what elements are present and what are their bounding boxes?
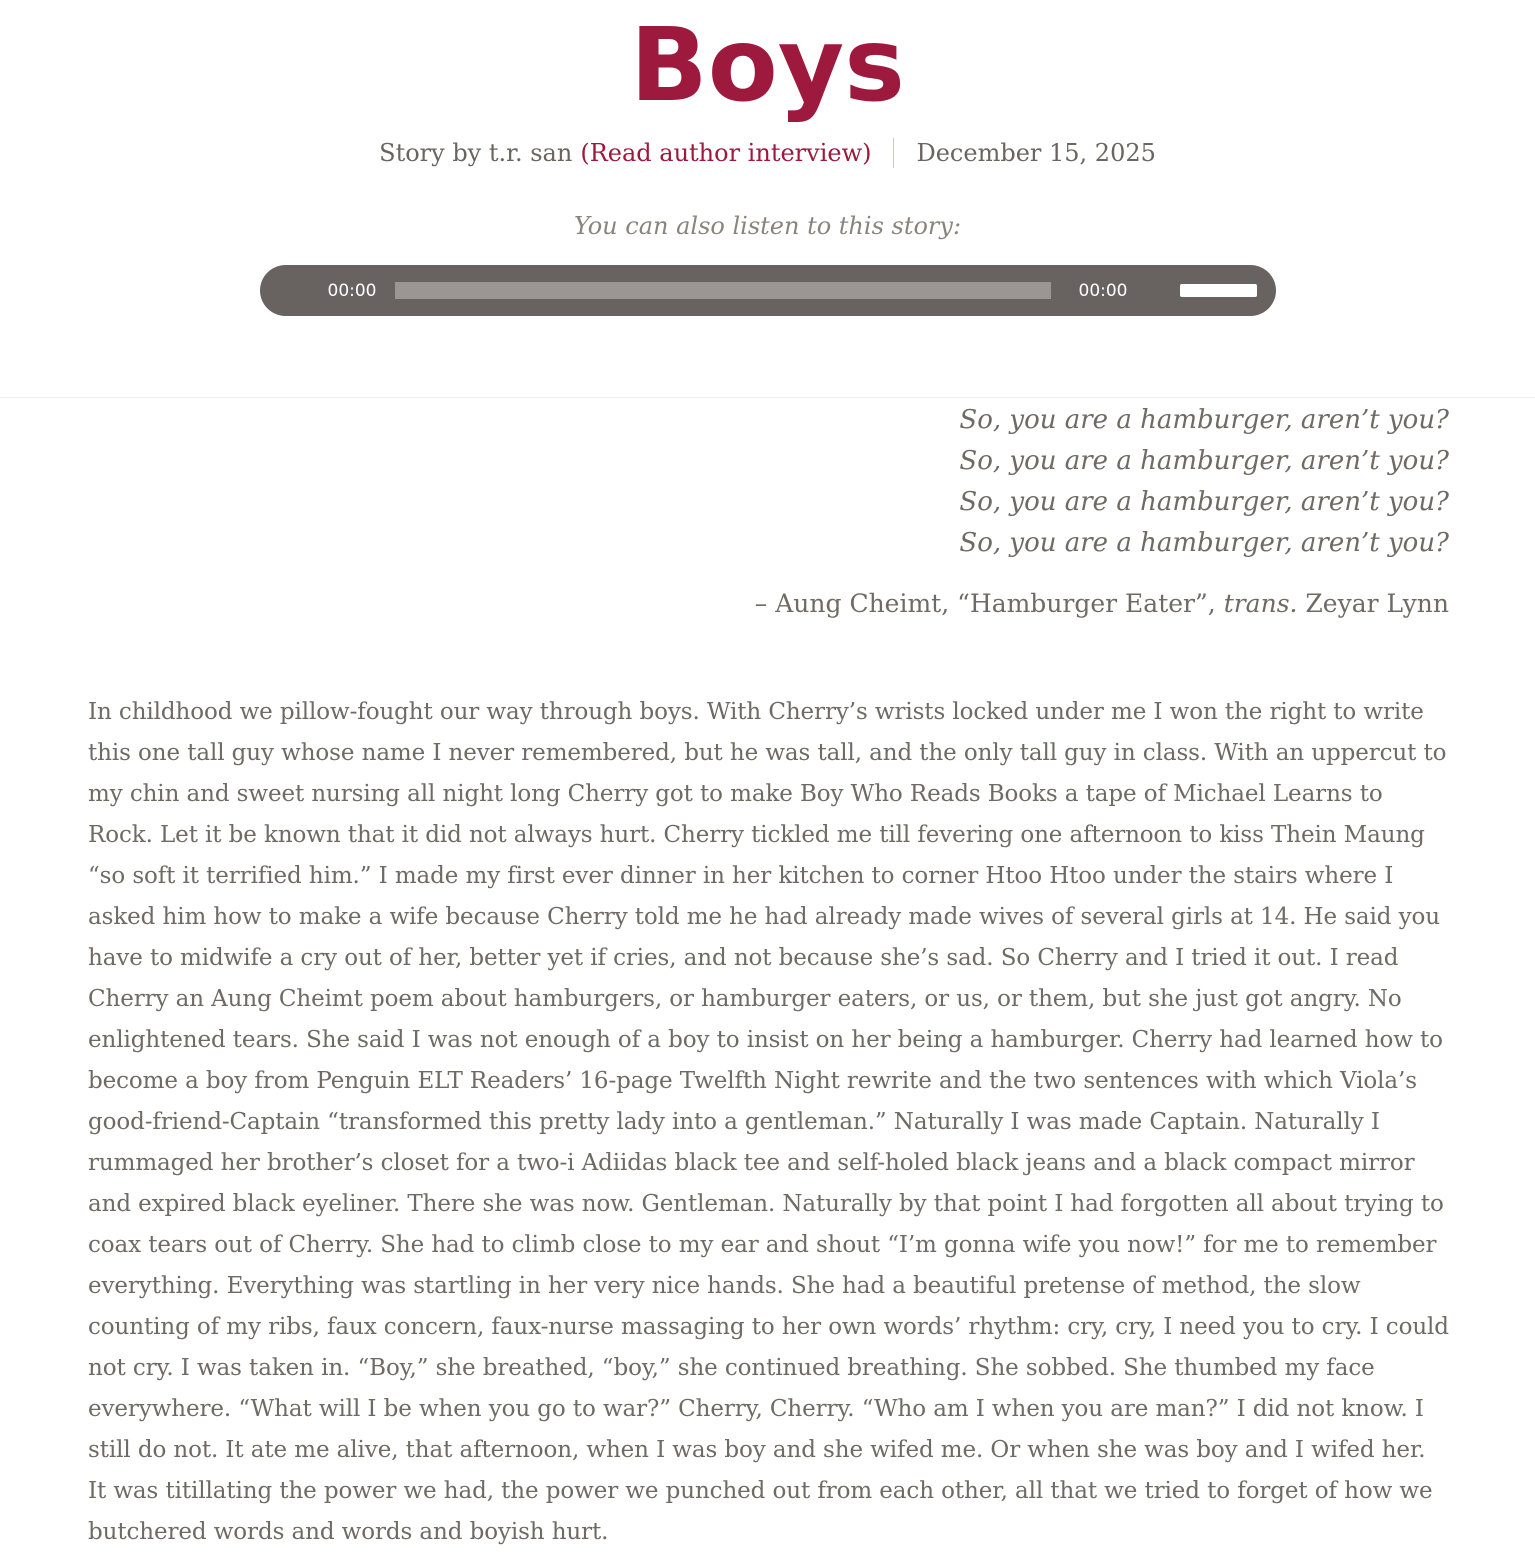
byline-author: Story by t.r. san: [379, 139, 573, 168]
epigraph-line: So, you are a hamburger, aren’t you?: [959, 528, 1449, 559]
epigraph-attribution: [0, 589, 1535, 618]
attribution-text: – Aung Cheimt, “Hamburger Eater”,: [754, 589, 1224, 619]
listen-note: You can also listen to this story:: [573, 212, 962, 241]
attribution-translator: Zeyar Lynn: [1297, 589, 1449, 619]
epigraph-line: So, you are a hamburger, aren’t you?: [959, 446, 1449, 477]
volume-slider[interactable]: [1180, 284, 1257, 297]
byline-divider: [893, 138, 894, 168]
audio-player[interactable]: [260, 265, 1276, 316]
author-interview-link[interactable]: (Read author interview): [580, 139, 872, 168]
current-time-label: 00:00: [327, 280, 377, 301]
attribution-trans: trans.: [1223, 589, 1298, 619]
byline: [0, 138, 1535, 168]
duration-label: 00:00: [1078, 280, 1128, 301]
page-title: Boys: [629, 6, 906, 125]
epigraph-line: So, you are a hamburger, aren’t you?: [959, 405, 1449, 436]
byline-date: December 15, 2025: [916, 139, 1156, 168]
section-divider: [0, 397, 1535, 398]
story-body: In childhood we pillow-fought our way through boys. With Cherry’s wrists locked under me I won the right to write this one tall guy whose name I never remembered, but he was tall, and the only tall guy in class. With an uppercut to my chin and sweet nursing all night long Cherry got to make Boy Who Reads Books a tape of Michael Learns to Rock. Let it be known that it did not always hurt. Cherry tickled me till fevering one afternoon to kiss Thein Maung “so soft it terrified him.” I made my first ever dinner in her kitchen to corner Htoo Htoo under the stairs where I asked him how to make a wife because Cherry told me he had already made wives of several girls at 14. He said you have to midwife a cry out of her, better yet if cries, and not because she’s sad. So Cherry and I tried it out. I read Cherry an Aung Cheimt poem about hamburgers, or hamburger eaters, or us, or them, but she just got angry. No enlightened tears. She said I was not enough of a boy to insist on her being a hamburger. Cherry had learned how to become a boy from Penguin ELT Readers’ 16-page Twelfth Night rewrite and the two sentences with which Viola’s good-friend-Captain “transformed this pretty lady into a gentleman.” Naturally I was made Captain. Naturally I rummaged her brother’s closet for a two-i Adiidas black tee and self-holed black jeans and a black compact mirror and expired black eyeliner. There she was now. Gentleman. Naturally by that point I had forgotten all about trying to coax tears out of Cherry. She had to climb close to my ear and shout “I’m gonna wife you now!” for me to remember everything. Everything was startling in her very nice hands. She had a beautiful pretense of method, the slow counting of my ribs, faux concern, faux-nurse massaging to her own words’ rhythm: cry, cry, I need you to cry. I could not cry. I was taken in. “Boy,” she breathed, “boy,” she continued breathing. She sobbed. She thumbed my face everywhere. “What will I be when you go to war?” Cherry, Cherry. “Who am I when you are man?” I did not know. I still do not. It ate me alive, that afternoon, when I was boy and she wifed me. Or when she was boy and I wifed her. It was titillating the power we had, the power we punched out from each other, all that we tried to forget of how we butchered words and words and boyish hurt.: [88, 699, 1449, 1546]
seek-bar[interactable]: [395, 282, 1051, 299]
epigraph: [0, 400, 1535, 564]
epigraph-line: So, you are a hamburger, aren’t you?: [959, 487, 1449, 518]
